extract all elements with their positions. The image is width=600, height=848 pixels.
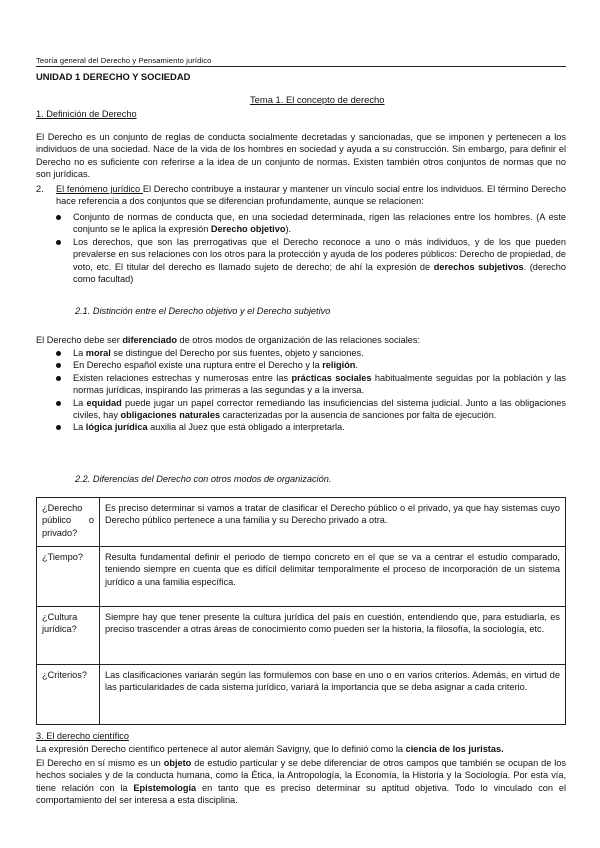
section-3-heading: 3. El derecho científico	[36, 731, 129, 741]
bullet-icon	[56, 425, 61, 430]
differentiation-list	[73, 347, 566, 434]
differentiation-intro: El Derecho debe ser diferenciado de otros modos de organización de las relaciones sociales:	[36, 335, 421, 345]
section-2-text: El Derecho contribuye a instaurar y mantener un vínculo social entre los individuos. El término Derecho hace referencia a dos conjuntos que se diferencian profundamente, aunque se relacionen:	[56, 184, 566, 207]
subheading-2-1: 2.1. Distinción entre el Derecho objetivo y el Derecho subjetivo	[75, 306, 331, 316]
list-item: La lógica jurídica auxilia al Juez que está obligado a interpretarla.	[73, 421, 566, 433]
table-value-cell: Siempre hay que tener presente la cultura jurídica del país en cuestión, entendiendo que, para estudiarla, es preciso trascender a otras áreas de conocimiento como pueden ser la historia, la filosofía, la sociología, etc.	[100, 607, 566, 665]
table-key-cell: ¿Derecho público o privado?	[37, 498, 100, 547]
section-2-paragraph	[56, 183, 566, 208]
header-rule	[36, 66, 566, 67]
running-header: Teoría general del Derecho y Pensamiento jurídico	[36, 56, 212, 65]
bullet-icon	[56, 351, 61, 356]
unit-title: UNIDAD 1 DERECHO Y SOCIEDAD	[36, 71, 191, 82]
section-1-heading: 1. Definición de Derecho	[36, 109, 137, 119]
topic-title: Tema 1. El concepto de derecho	[250, 94, 385, 105]
table-value-cell: Resulta fundamental definir el periodo de tiempo concreto en el que se va a centrar el estudio comparado, teniendo siempre en cuenta que es difícil delimitar temporalmente el proceso de incorporación de un sistema jurídico a una familia específica.	[100, 547, 566, 607]
table-key-cell: ¿Tiempo?	[37, 547, 100, 607]
table-row	[37, 607, 566, 665]
bullet-icon	[56, 401, 61, 406]
table-row	[37, 498, 566, 547]
list-item: La moral se distingue del Derecho por sus fuentes, objeto y sanciones.	[73, 347, 566, 359]
subheading-2-2: 2.2. Diferencias del Derecho con otros modos de organización.	[75, 474, 332, 484]
list-item: En Derecho español existe una ruptura entre el Derecho y la religión.	[73, 359, 566, 371]
section-2-bullets	[73, 211, 566, 285]
table-value-cell: Las clasificaciones variarán según las formulemos con base en uno o en varios criterios. Además, en virtud de las particularidades de cada sistema jurídico, variará la importancia que se deba asignar a cada criterio.	[100, 665, 566, 725]
section-2-number: 2.	[36, 184, 44, 194]
table-key-cell: ¿Cultura jurídica?	[37, 607, 100, 665]
bullet-icon	[56, 215, 61, 220]
comparison-table	[36, 497, 566, 725]
table-row	[37, 665, 566, 725]
list-item: Existen relaciones estrechas y numerosas entre las prácticas sociales habitualmente seguidas por la población y las normas jurídicas, inspirando las primeras a las segundas y a la inversa.	[73, 372, 566, 397]
section-3-paragraph-2: El Derecho en sí mismo es un objeto de estudio particular y se debe diferenciar de otros campos que también se ocupan de los hechos sociales y de la conducta humana, como la Ética, la Antropología, la Economía, la Historia y la Sociología. Por esta vía, tiene relación con la Epistemología en tanto que es preciso determinar su aptitud objetiva. Todo lo vinculado con el comportamiento del ser interesa a esta disciplina.	[36, 758, 566, 806]
list-item: Los derechos, que son las prerrogativas que el Derecho reconoce a uno o más individuos, y de los que pueden prevalerse en sus relaciones con los otros para la protección y ayuda de los poderes públicos: Derecho de propiedad, de voto, etc. El titular del derecho es llamado sujeto de derecho; de ahí la expresión de derechos subjetivos. (derecho como facultad)	[73, 236, 566, 286]
section-1-paragraph: El Derecho es un conjunto de reglas de conducta socialmente decretadas y sancionadas, que se imponen y pertenecen a los individuos de una sociedad. Nace de la vida de los hombres en sociedad y ayuda a su construcción. Sin embargo, para definir el Derecho no es suficiente con referirse a la idea de un conjunto de normas. Existen también otros conjuntos de normas que no son jurídicas.	[36, 132, 566, 180]
bullet-icon	[56, 376, 61, 381]
table-key-cell: ¿Criterios?	[37, 665, 100, 725]
section-2-lead: El fenómeno jurídico	[56, 184, 143, 194]
bullet-icon	[56, 363, 61, 368]
table-row	[37, 547, 566, 607]
list-item: La equidad puede jugar un papel corrector remediando las insuficiencias del sistema judicial. Junto a las obligaciones civiles, hay obligaciones naturales caracterizadas por la ausencia de sanciones por falta de ejecución.	[73, 397, 566, 422]
table-value-cell: Es preciso determinar si vamos a tratar de clasificar el Derecho público o el privado, ya que hay sistemas cuyo Derecho público pertenece a una familia y su Derecho privado a otra.	[100, 498, 566, 547]
list-item: Conjunto de normas de conducta que, en una sociedad determinada, rigen las relaciones entre los hombres. (A este conjunto se le aplica la expresión Derecho objetivo).	[73, 211, 566, 236]
bullet-icon	[56, 240, 61, 245]
section-3-paragraph-1: La expresión Derecho científico pertenece al autor alemán Savigny, que lo definió como la ciencia de los juristas.	[36, 744, 504, 754]
